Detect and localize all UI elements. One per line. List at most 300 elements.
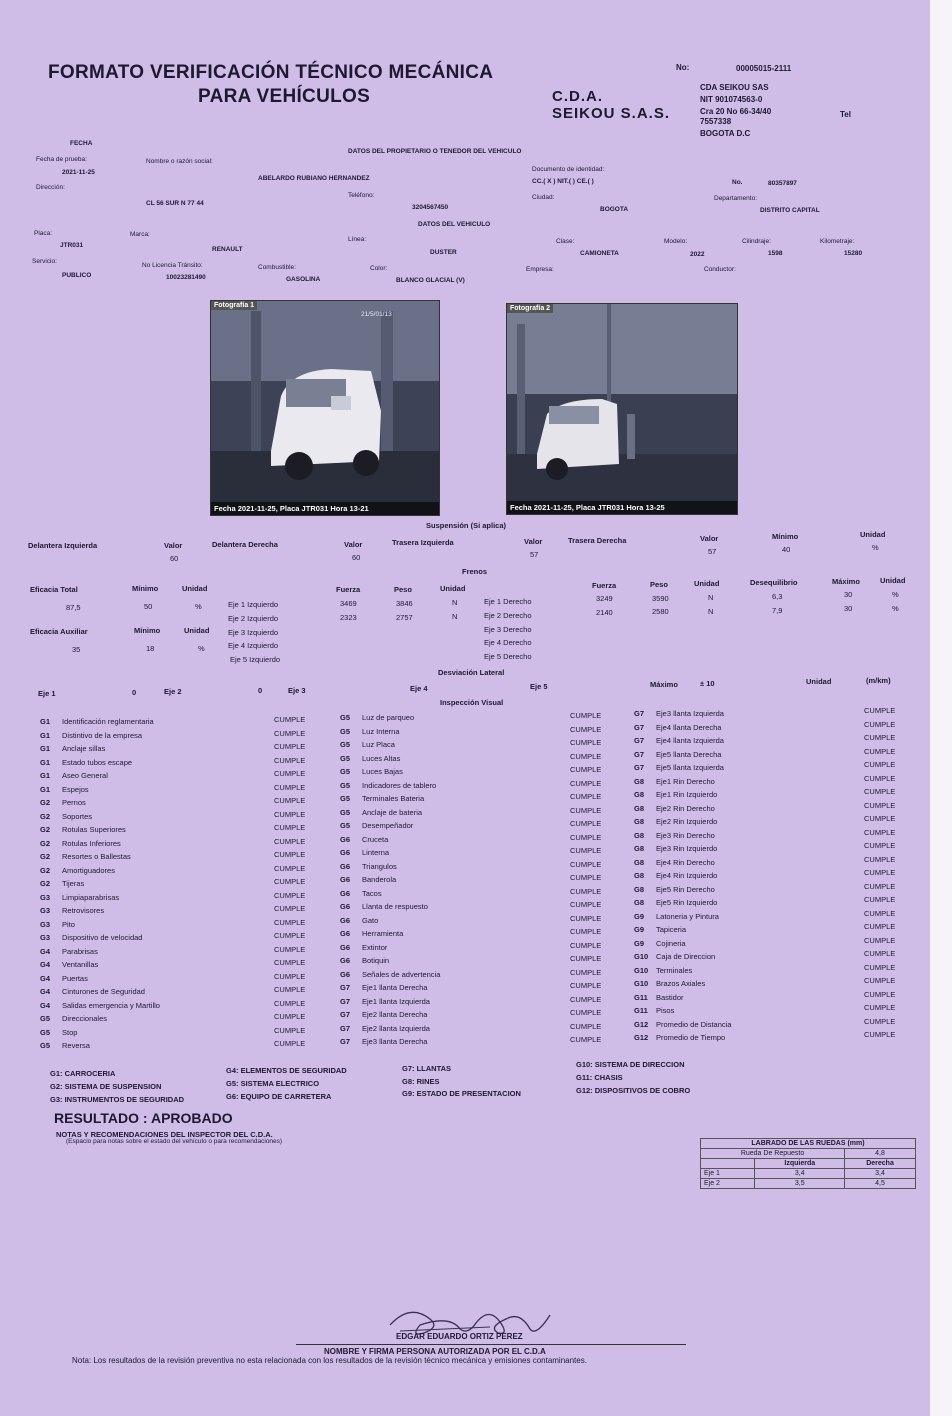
legend-g4: G4: ELEMENTOS DE SEGURIDAD bbox=[226, 1066, 347, 1075]
inspection-item-label: Latoneria y Pintura bbox=[656, 911, 719, 921]
inspection-status: CUMPLE bbox=[274, 931, 306, 940]
inspection-item bbox=[634, 721, 834, 735]
inspection-group-code: G6 bbox=[340, 969, 351, 979]
inspection-item bbox=[40, 877, 230, 891]
inspection-item bbox=[40, 999, 230, 1013]
inspeccion-title: Inspección Visual bbox=[440, 698, 504, 707]
inspection-status: CUMPLE bbox=[274, 1025, 306, 1035]
labrado-repuesto-value: 4,8 bbox=[845, 1149, 916, 1159]
inspection-item-label: Tapiceria bbox=[656, 925, 687, 934]
inspection-item-label: Señales de advertencia bbox=[362, 969, 441, 979]
combustible-value: GASOLINA bbox=[286, 276, 321, 283]
direccion-label: Dirección: bbox=[36, 184, 65, 191]
inspection-group-code: G6 bbox=[340, 888, 351, 898]
inspection-group-code: G1 bbox=[40, 744, 51, 753]
documento-label: Documento de identidad: bbox=[532, 166, 605, 173]
inspection-group-code: G6 bbox=[340, 875, 351, 884]
legend-g8: G8: RINES bbox=[402, 1077, 440, 1086]
inspection-status: CUMPLE bbox=[274, 985, 306, 994]
inspection-group-code: G5 bbox=[340, 726, 351, 736]
legend-g7: G7: LLANTAS bbox=[402, 1064, 452, 1073]
inspection-item bbox=[340, 846, 540, 860]
labrado-blank bbox=[701, 1159, 755, 1169]
inspection-group-code: G3 bbox=[40, 892, 51, 902]
inspection-group-code: G10 bbox=[634, 979, 649, 988]
inspection-item bbox=[340, 819, 540, 833]
labrado-repuesto-label: Rueda De Repuesto bbox=[701, 1149, 845, 1159]
inspection-item-label: Stop bbox=[62, 1027, 78, 1037]
inspection-group-code: G8 bbox=[634, 871, 645, 880]
inspection-item-label: Eje1 llanta Derecha bbox=[362, 983, 428, 992]
eficacia-total-unidad-label: Unidad bbox=[182, 584, 208, 593]
inspection-group-code: G8 bbox=[634, 817, 645, 826]
inspection-item bbox=[634, 883, 834, 897]
inspection-status: CUMPLE bbox=[570, 1021, 602, 1031]
inspection-group-code: G10 bbox=[634, 965, 649, 975]
inspection-group-code: G8 bbox=[634, 884, 645, 894]
clase-value: CAMIONETA bbox=[580, 250, 619, 257]
inspection-item-label: Eje3 llanta Derecha bbox=[362, 1037, 428, 1046]
inspection-group-code: G4 bbox=[40, 973, 51, 983]
inspection-group-code: G5 bbox=[340, 713, 351, 722]
inspection-status: CUMPLE bbox=[570, 846, 602, 855]
inspection-item-label: Eje2 llanta Izquierda bbox=[362, 1023, 430, 1033]
inspection-item-label: Eje1 Rin Derecho bbox=[656, 776, 715, 786]
inspection-group-code: G7 bbox=[340, 996, 351, 1006]
inspection-item bbox=[634, 856, 834, 870]
eficacia-aux-value: 35 bbox=[72, 645, 81, 654]
company-nit: NIT 901074563-0 bbox=[700, 95, 763, 104]
placa-label: Placa: bbox=[34, 230, 53, 237]
right-axle-1-pct: % bbox=[892, 590, 899, 599]
suspension-unidad-label: Unidad bbox=[860, 530, 886, 539]
company-tel-label: Tel bbox=[840, 110, 851, 119]
inspection-group-code: G7 bbox=[340, 983, 351, 992]
eficacia-aux-minimo: 18 bbox=[146, 644, 155, 653]
frenos-fuerza-label-left: Fuerza bbox=[336, 585, 361, 594]
inspection-status: CUMPLE bbox=[864, 733, 896, 742]
inspection-group-code: G12 bbox=[634, 1019, 649, 1029]
inspection-item-label: Luz Placa bbox=[362, 740, 395, 749]
inspection-group-code: G6 bbox=[340, 861, 351, 871]
inspection-column-1 bbox=[40, 715, 230, 1053]
inspection-group-code: G6 bbox=[340, 848, 351, 857]
inspection-item bbox=[340, 860, 540, 874]
inspection-item-label: Promedio de Tiempo bbox=[656, 1033, 726, 1042]
desviacion-eje1-value: 0 bbox=[132, 688, 137, 697]
inspection-item bbox=[340, 887, 540, 901]
inspection-item bbox=[40, 1026, 230, 1040]
inspection-item bbox=[634, 1004, 834, 1018]
eficacia-total-label: Eficacia Total bbox=[30, 585, 78, 594]
inspection-status: CUMPLE bbox=[274, 890, 306, 900]
inspection-item bbox=[40, 823, 230, 837]
inspection-group-code: G11 bbox=[634, 1006, 648, 1015]
right-axle-2-fuerza: 2140 bbox=[596, 608, 613, 617]
right-axle-2-maximo: 30 bbox=[844, 604, 853, 613]
inspection-item bbox=[40, 1012, 230, 1026]
inspection-item-label: Resortes o Ballestas bbox=[62, 852, 131, 861]
company-name: CDA SEIKOU SAS bbox=[700, 83, 769, 92]
inspection-item bbox=[634, 815, 834, 829]
inspection-status: CUMPLE bbox=[864, 895, 896, 904]
suspension-minimo-label: Mínimo bbox=[772, 532, 799, 541]
linea-label: Línea: bbox=[348, 236, 367, 243]
inspection-item-label: Eje2 Rin Derecho bbox=[656, 803, 715, 813]
modelo-label: Modelo: bbox=[664, 238, 688, 245]
inspection-item-label: Triangulos bbox=[362, 861, 397, 871]
cilindraje-value: 1598 bbox=[768, 250, 783, 257]
inspection-item bbox=[634, 977, 834, 991]
inspection-status: CUMPLE bbox=[864, 949, 896, 958]
left-axle-1-fuerza: 3469 bbox=[340, 599, 357, 608]
firma-label: NOMBRE Y FIRMA PERSONA AUTORIZADA POR EL C.D.A bbox=[324, 1347, 546, 1356]
suspension-del-der-label: Delantera Derecha bbox=[212, 540, 278, 549]
notas-title: NOTAS Y RECOMENDACIONES DEL INSPECTOR DEL C.D.A. bbox=[56, 1130, 273, 1139]
inspection-status: CUMPLE bbox=[864, 827, 896, 837]
inspection-item-label: Brazos Axiales bbox=[656, 979, 706, 988]
inspection-status: CUMPLE bbox=[570, 724, 602, 734]
inspection-group-code: G2 bbox=[40, 811, 51, 821]
inspection-status: CUMPLE bbox=[570, 832, 602, 842]
inspection-item bbox=[340, 738, 540, 752]
inspection-group-code: G3 bbox=[40, 906, 51, 915]
labrado-eje1-der: 3,4 bbox=[845, 1169, 916, 1179]
inspection-group-code: G2 bbox=[40, 798, 51, 807]
right-axle-1-fuerza: 3249 bbox=[596, 594, 613, 603]
inspection-status: CUMPLE bbox=[570, 913, 602, 923]
left-axle-5: Eje 5 Izquierdo bbox=[230, 655, 281, 664]
photo-1-caption: Fecha 2021-11-25, Placa JTR031 Hora 13-21 bbox=[211, 502, 439, 515]
inspection-item-label: Eje1 Rin Izquierdo bbox=[656, 790, 718, 799]
eficacia-aux-unidad-label: Unidad bbox=[184, 626, 210, 635]
clase-label: Clase: bbox=[556, 238, 575, 245]
inspection-column-2 bbox=[340, 711, 540, 1049]
inspection-status: CUMPLE bbox=[570, 1035, 602, 1044]
photo-1-timestamp-overlay: 21/5/01/13 bbox=[361, 311, 392, 318]
right-axle-1-desequilibrio: 6,3 bbox=[772, 592, 783, 601]
inspection-item bbox=[340, 941, 540, 955]
inspection-status: CUMPLE bbox=[864, 854, 896, 864]
inspection-item bbox=[40, 796, 230, 810]
inspection-item-label: Rotulas Superiores bbox=[62, 825, 126, 834]
labrado-derecha-header: Derecha bbox=[845, 1159, 916, 1169]
inspection-item-label: Eje4 Rin Derecho bbox=[656, 857, 715, 867]
inspection-item-label: Eje5 llanta Derecha bbox=[656, 749, 722, 759]
frenos-desequilibrio-label: Desequilibrio bbox=[750, 578, 798, 587]
ciudad-label: Ciudad: bbox=[532, 194, 555, 201]
inspection-item bbox=[634, 1018, 834, 1032]
inspection-item-label: Eje5 llanta Izquierda bbox=[656, 763, 724, 772]
inspection-group-code: G2 bbox=[40, 852, 51, 861]
inspection-item bbox=[340, 968, 540, 982]
inspection-item-label: Aseo General bbox=[62, 771, 108, 780]
left-axle-2-unit: N bbox=[452, 612, 458, 621]
legend-g3: G3: INSTRUMENTOS DE SEGURIDAD bbox=[50, 1095, 185, 1104]
legend-g6: G6: EQUIPO DE CARRETERA bbox=[226, 1092, 332, 1101]
inspection-status: CUMPLE bbox=[274, 863, 306, 873]
eficacia-total-value: 87,5 bbox=[66, 603, 81, 612]
suspension-valor-label-3: Valor bbox=[524, 537, 543, 546]
inspection-item-label: Bastidor bbox=[656, 992, 684, 1002]
inspection-item bbox=[340, 711, 540, 725]
inspection-item-label: Retrovisores bbox=[62, 906, 105, 915]
desviacion-title: Desviación Lateral bbox=[438, 668, 505, 677]
right-axle-4: Eje 4 Derecho bbox=[484, 638, 532, 647]
inspection-status: CUMPLE bbox=[274, 917, 306, 927]
frenos-fuerza-label-right: Fuerza bbox=[592, 581, 617, 590]
nombre-label: Nombre o razón social: bbox=[146, 158, 213, 165]
right-axle-3: Eje 3 Derecho bbox=[484, 625, 532, 634]
servicio-label: Servicio: bbox=[32, 258, 57, 265]
inspection-status: CUMPLE bbox=[864, 841, 896, 850]
inspection-group-code: G6 bbox=[340, 834, 351, 844]
color-value: BLANCO GLACIAL (V) bbox=[396, 277, 465, 284]
form-number-label: No: bbox=[676, 63, 690, 72]
documento-no-value: 80357897 bbox=[768, 180, 797, 187]
desviacion-unidad-value: (m/km) bbox=[866, 676, 891, 685]
inspection-item bbox=[40, 958, 230, 972]
inspection-item-label: Eje3 llanta Izquierda bbox=[656, 709, 724, 718]
suspension-valor-label-1: Valor bbox=[164, 541, 183, 550]
inspection-item bbox=[340, 1008, 540, 1022]
inspection-group-code: G11 bbox=[634, 992, 648, 1002]
inspection-status: CUMPLE bbox=[570, 805, 602, 815]
inspection-status: CUMPLE bbox=[864, 760, 896, 769]
inspection-item bbox=[40, 837, 230, 851]
inspection-group-code: G8 bbox=[634, 803, 645, 813]
telefono-label: Teléfono: bbox=[348, 192, 375, 199]
inspection-group-code: G1 bbox=[40, 730, 51, 740]
photo-2-caption: Fecha 2021-11-25, Placa JTR031 Hora 13-25 bbox=[507, 501, 737, 514]
left-axle-1: Eje 1 Izquierdo bbox=[228, 600, 279, 609]
inspection-column-1-status bbox=[274, 713, 324, 1051]
inspection-group-code: G9 bbox=[634, 911, 645, 921]
departamento-value: DISTRITO CAPITAL bbox=[760, 207, 820, 214]
desviacion-unidad-label: Unidad bbox=[806, 677, 832, 686]
suspension-valor-label-4: Valor bbox=[700, 534, 719, 543]
inspection-status: CUMPLE bbox=[570, 1008, 602, 1017]
frenos-unidad-label-left: Unidad bbox=[440, 584, 466, 593]
left-axle-2: Eje 2 Izquierdo bbox=[228, 614, 279, 623]
documento-no-label: No. bbox=[732, 179, 743, 186]
inspection-item bbox=[340, 900, 540, 914]
inspection-status: CUMPLE bbox=[274, 877, 306, 886]
right-axle-2-peso: 2580 bbox=[652, 607, 669, 616]
inspection-group-code: G5 bbox=[340, 821, 351, 830]
right-axle-1: Eje 1 Derecho bbox=[484, 597, 532, 606]
inspection-group-code: G9 bbox=[634, 938, 645, 948]
inspection-status: CUMPLE bbox=[274, 742, 306, 751]
suspension-del-der-value: 60 bbox=[352, 553, 361, 562]
inspection-item-label: Eje4 llanta Izquierda bbox=[656, 736, 724, 745]
desviacion-maximo-label: Máximo bbox=[650, 680, 678, 689]
left-axle-2-peso: 2757 bbox=[396, 613, 413, 622]
suspension-tras-izq-label: Trasera Izquierda bbox=[392, 538, 454, 547]
inspection-item bbox=[40, 891, 230, 905]
inspection-item-label: Identificación reglamentaria bbox=[62, 717, 154, 726]
inspection-item bbox=[634, 748, 834, 762]
inspection-item bbox=[340, 752, 540, 766]
inspection-item bbox=[634, 788, 834, 802]
photo-1-label: Fotografía 1 bbox=[211, 301, 257, 310]
inspection-item bbox=[634, 937, 834, 951]
inspection-status: CUMPLE bbox=[570, 981, 602, 990]
labrado-eje2-der: 4,5 bbox=[845, 1179, 916, 1189]
inspection-item-label: Rotulas Inferiores bbox=[62, 838, 121, 848]
inspection-status: CUMPLE bbox=[570, 886, 602, 896]
photo-2-label: Fotografía 2 bbox=[507, 304, 553, 313]
inspection-item-label: Espejos bbox=[62, 784, 89, 794]
inspection-item bbox=[340, 1022, 540, 1036]
inspection-item-label: Direccionales bbox=[62, 1014, 108, 1023]
inspection-item bbox=[340, 995, 540, 1009]
inspection-status: CUMPLE bbox=[274, 769, 306, 778]
inspection-item-label: Terminales bbox=[656, 965, 693, 975]
suspension-minimo-value: 40 bbox=[782, 545, 791, 554]
frenos-peso-label-right: Peso bbox=[650, 580, 668, 589]
inspection-item bbox=[340, 927, 540, 941]
signature-line bbox=[296, 1344, 686, 1345]
inspection-status: CUMPLE bbox=[274, 944, 306, 954]
inspection-status: CUMPLE bbox=[864, 976, 896, 985]
cda-logo-line-1: C.D.A. bbox=[552, 88, 603, 105]
inspection-item-label: Botiquin bbox=[362, 956, 390, 965]
inspection-group-code: G2 bbox=[40, 865, 51, 875]
inspection-item-label: Distintivo de la empresa bbox=[62, 730, 143, 740]
inspection-group-code: G1 bbox=[40, 771, 51, 780]
inspection-item bbox=[340, 873, 540, 887]
inspection-item bbox=[634, 802, 834, 816]
inspection-item-label: Eje5 Rin Izquierdo bbox=[656, 898, 718, 907]
inspection-item bbox=[634, 869, 834, 883]
inspection-item-label: Eje4 llanta Derecha bbox=[656, 722, 722, 732]
inspection-item bbox=[340, 1035, 540, 1049]
inspection-item-label: Promedio de Distancia bbox=[656, 1019, 732, 1029]
inspection-group-code: G3 bbox=[40, 933, 51, 942]
inspection-group-code: G6 bbox=[340, 929, 351, 938]
inspection-status: CUMPLE bbox=[864, 881, 896, 891]
inspection-item bbox=[340, 833, 540, 847]
inspection-status: CUMPLE bbox=[274, 836, 306, 846]
inspection-item-label: Cojineria bbox=[656, 938, 686, 948]
inspection-item-label: Pito bbox=[62, 919, 75, 929]
inspection-status: CUMPLE bbox=[274, 998, 306, 1008]
inspection-item bbox=[40, 1039, 230, 1053]
inspection-item bbox=[340, 954, 540, 968]
inspection-item-label: Soportes bbox=[62, 811, 93, 821]
inspection-group-code: G8 bbox=[634, 790, 645, 799]
inspection-group-code: G3 bbox=[40, 919, 51, 929]
legend-g9: G9: ESTADO DE PRESENTACION bbox=[402, 1089, 521, 1098]
inspection-item-label: Cinturones de Seguridad bbox=[62, 987, 145, 996]
eficacia-total-unit: % bbox=[195, 602, 202, 611]
inspection-item-label: Tacos bbox=[362, 888, 382, 898]
inspection-item-label: Limpiaparabrisas bbox=[62, 892, 120, 902]
inspection-item bbox=[634, 842, 834, 856]
resultado-text: RESULTADO : APROBADO bbox=[54, 1110, 233, 1126]
inspection-column-3 bbox=[634, 707, 834, 1045]
labrado-eje1-label: Eje 1 bbox=[701, 1169, 755, 1179]
inspection-group-code: G7 bbox=[634, 736, 645, 745]
inspection-status: CUMPLE bbox=[274, 728, 306, 738]
vehicle-photo-2 bbox=[506, 303, 738, 515]
inspection-group-code: G5 bbox=[340, 740, 351, 749]
modelo-value: 2022 bbox=[690, 251, 705, 258]
inspection-group-code: G6 bbox=[340, 902, 351, 911]
inspection-group-code: G5 bbox=[40, 1014, 51, 1023]
inspection-group-code: G6 bbox=[340, 915, 351, 925]
inspection-group-code: G5 bbox=[340, 780, 351, 790]
inspection-item-label: Eje4 Rin Izquierdo bbox=[656, 871, 718, 880]
inspection-status: CUMPLE bbox=[274, 1039, 306, 1048]
frenos-peso-label-left: Peso bbox=[394, 585, 412, 594]
inspection-item bbox=[340, 765, 540, 779]
inspection-group-code: G6 bbox=[340, 956, 351, 965]
kilometraje-value: 15280 bbox=[844, 250, 863, 257]
inspection-item bbox=[634, 1031, 834, 1045]
photo-2-scene bbox=[507, 304, 737, 514]
inspection-item-label: Parabrisas bbox=[62, 946, 98, 956]
inspection-item bbox=[40, 918, 230, 932]
right-axle-5: Eje 5 Derecho bbox=[484, 652, 532, 661]
form-title-line-2: PARA VEHÍCULOS bbox=[198, 86, 371, 107]
fecha-header: FECHA bbox=[70, 140, 93, 147]
inspection-status: CUMPLE bbox=[864, 868, 896, 877]
inspection-item-label: Linterna bbox=[362, 848, 390, 857]
legend-g1: G1: CARROCERIA bbox=[50, 1069, 116, 1078]
inspection-status: CUMPLE bbox=[864, 814, 896, 823]
inspection-item bbox=[40, 742, 230, 756]
marca-label: Marca: bbox=[130, 231, 150, 238]
left-axle-1-peso: 3846 bbox=[396, 599, 413, 608]
nombre-value: ABELARDO RUBIANO HERNANDEZ bbox=[258, 175, 370, 182]
inspection-status: CUMPLE bbox=[274, 809, 306, 819]
inspection-item bbox=[634, 896, 834, 910]
legend-g2: G2: SISTEMA DE SUSPENSION bbox=[50, 1082, 162, 1091]
desviacion-eje4-label: Eje 4 bbox=[410, 684, 428, 693]
licencia-value: 10023281490 bbox=[166, 274, 206, 281]
desviacion-eje3-label: Eje 3 bbox=[288, 686, 306, 695]
inspection-item-label: Anclaje de bateria bbox=[362, 807, 423, 817]
inspection-status: CUMPLE bbox=[570, 765, 602, 774]
inspection-status: CUMPLE bbox=[570, 967, 602, 977]
placa-value: JTR031 bbox=[60, 242, 84, 249]
inspection-status: CUMPLE bbox=[274, 971, 306, 981]
labrado-eje1-izq: 3,4 bbox=[755, 1169, 845, 1179]
inspection-group-code: G7 bbox=[340, 1010, 351, 1019]
inspection-item bbox=[40, 972, 230, 986]
inspection-status: CUMPLE bbox=[864, 908, 896, 918]
inspection-item bbox=[40, 756, 230, 770]
nota-final: Nota: Los resultados de la revisión preventiva no esta relacionada con los resultados de la revisión técnico mecánica y emisiones contaminantes. bbox=[72, 1356, 587, 1365]
inspection-item-label: Eje3 Rin Derecho bbox=[656, 830, 715, 840]
inspection-status: CUMPLE bbox=[274, 958, 306, 967]
inspection-item-label: Llanta de respuesto bbox=[362, 902, 428, 911]
desviacion-eje2-value: 0 bbox=[258, 686, 263, 695]
company-city: BOGOTA D.C bbox=[700, 129, 751, 138]
inspection-status: CUMPLE bbox=[274, 715, 306, 724]
inspection-group-code: G9 bbox=[634, 925, 645, 934]
suspension-del-izq-label: Delantera Izquierda bbox=[28, 541, 98, 550]
legend-g12: G12: DISPOSITIVOS DE COBRO bbox=[576, 1086, 691, 1095]
inspection-item-label: Luz Interna bbox=[362, 726, 400, 736]
departamento-label: Departamento: bbox=[714, 195, 757, 202]
inspection-column-2-status bbox=[570, 709, 620, 1047]
right-axle-2: Eje 2 Derecho bbox=[484, 611, 532, 620]
inspection-item-label: Eje2 llanta Derecha bbox=[362, 1010, 428, 1019]
inspection-status: CUMPLE bbox=[570, 792, 602, 801]
